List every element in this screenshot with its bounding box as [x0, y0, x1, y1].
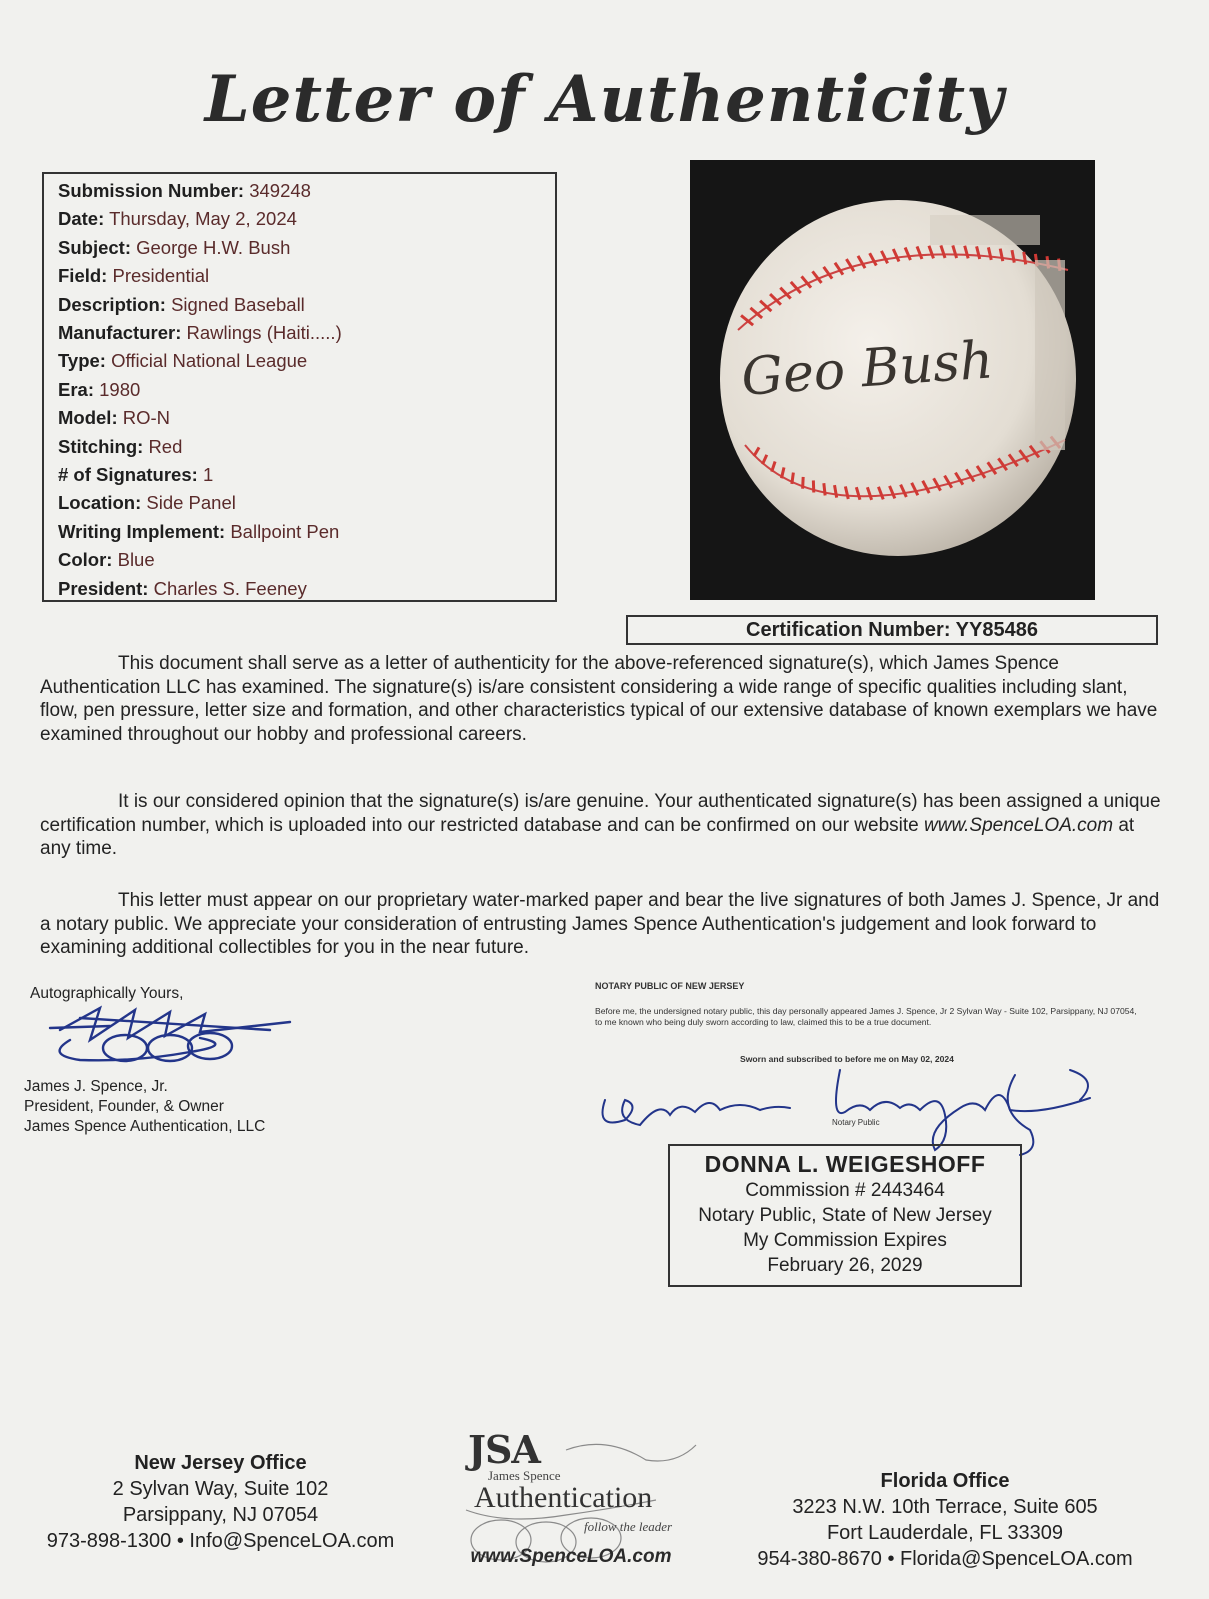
detail-row: [58, 489, 555, 517]
detail-value: George H.W. Bush: [136, 236, 291, 258]
stitch: [792, 473, 794, 484]
detail-value: Presidential: [112, 265, 210, 287]
detail-label: Location:: [58, 492, 142, 514]
nj-office-title: New Jersey Office: [134, 1452, 307, 1474]
valediction: Autographically Yours,: [30, 985, 184, 1002]
detail-label: Writing Implement:: [58, 520, 226, 542]
notary-statement: Before me, the undersigned notary public, this day personally appeared James J. Spence, Jr 2 Sylvan Way - Suite 102, Parsippany, NJ 07054, to me known who being duly sworn according to law, claimed this to be a true document.: [595, 1006, 1137, 1027]
paragraph-opinion-text-b: at any time.: [40, 814, 1135, 859]
notary-sworn-line: Sworn and subscribed to before me on May 02, 2024: [740, 1054, 954, 1064]
fl-address-line-1: 3223 N.W. 10th Terrace, Suite 605: [792, 1496, 1098, 1518]
new-jersey-office: [18, 1450, 423, 1554]
ball-signature: Geo Bush: [739, 330, 996, 408]
detail-value: Ballpoint Pen: [230, 520, 340, 542]
detail-row: [58, 546, 555, 574]
certification-number: Certification Number: YY85486: [626, 615, 1158, 645]
nj-contact[interactable]: 973-898-1300 • Info@SpenceLOA.com: [46, 1530, 395, 1552]
detail-value: Official National League: [111, 350, 308, 372]
footer-website-link[interactable]: www.SpenceLOA.com: [470, 1546, 672, 1567]
detail-label: Color:: [58, 549, 113, 571]
florida-office: [735, 1468, 1155, 1572]
detail-label: Type:: [58, 350, 106, 372]
detail-label: Date:: [58, 208, 105, 230]
detail-row: [58, 404, 555, 432]
detail-row: [58, 347, 555, 375]
detail-row: [58, 205, 555, 233]
detail-value: Charles S. Feeney: [153, 577, 307, 599]
detail-label: Era:: [58, 378, 94, 400]
jsa-logo-mark: JSA: [468, 1427, 540, 1472]
detail-row: [58, 461, 555, 489]
notary-public-caption: Notary Public: [832, 1118, 880, 1127]
paragraph-authenticity-text: This document shall serve as a letter of authenticity for the above-referenced signature(s), which James Spence Authentication LLC has examined. The signature(s) is/are consistent considering a wide range of specific qualities including slant, flow, pen pressure, letter size and formation, and other characteristics typical of our extensive database of known exemplars we have examined throughout our hobby and professional careers.: [40, 653, 1158, 745]
detail-label: Manufacturer:: [58, 322, 182, 344]
notary-heading: NOTARY PUBLIC OF NEW JERSEY: [595, 981, 745, 991]
fl-address-line-2: Fort Lauderdale, FL 33309: [826, 1522, 1064, 1544]
notary-expires-date: February 26, 2029: [767, 1255, 923, 1276]
notary-title: Notary Public, State of New Jersey: [698, 1205, 992, 1226]
baseball-photo: [690, 160, 1095, 600]
jsa-logo-authentication: Authentication: [474, 1481, 653, 1514]
detail-row: [58, 291, 555, 319]
detail-row: [58, 177, 555, 205]
detail-value: 349248: [249, 180, 311, 201]
signer-name: James J. Spence, Jr.: [24, 1078, 168, 1095]
fl-contact[interactable]: 954-380-8670 • Florida@SpenceLOA.com: [757, 1548, 1133, 1570]
signer-role: President, Founder, & Owner: [24, 1098, 224, 1115]
signer-company: James Spence Authentication, LLC: [24, 1118, 266, 1135]
letter-title: Letter of Authenticity: [204, 62, 1005, 137]
website-link[interactable]: www.SpenceLOA.com: [924, 814, 1114, 836]
paragraph-requirements-text: This letter must appear on our proprietary water-marked paper and bear the live signatures of both James J. Spence, Jr and a notary public. We appreciate your consideration of entrusting James Spence Authentication's judgement and look forward to examining additional collectibles for you in the near future.: [40, 890, 1160, 958]
detail-value: Blue: [117, 549, 155, 571]
detail-value: Thursday, May 2, 2024: [109, 208, 297, 230]
paragraph-requirements: [40, 889, 1170, 960]
detail-value: Red: [148, 435, 183, 457]
signer-block: [24, 1077, 265, 1137]
paragraph-opinion-text-a: It is our considered opinion that the signature(s) is/are genuine. Your authenticated signature(s) has been assigned a unique certification number, which is uploaded into our restricted database and can be confirmed on our website: [40, 791, 1161, 836]
detail-label: Subject:: [58, 236, 131, 258]
detail-label: Stitching:: [58, 435, 144, 457]
spence-signature: [40, 1000, 300, 1070]
notary-commission: Commission # 2443464: [745, 1180, 945, 1201]
detail-value: Side Panel: [146, 492, 236, 514]
detail-value: RO-N: [122, 407, 171, 429]
detail-value: 1: [202, 464, 214, 486]
details-box: [42, 172, 557, 602]
detail-label: # of Signatures:: [58, 464, 198, 486]
detail-row: [58, 234, 555, 262]
detail-row: [58, 319, 555, 347]
stitch: [1024, 252, 1026, 264]
jsa-logo-name: James Spence: [488, 1468, 561, 1483]
stitch: [835, 485, 837, 497]
notary-name: DONNA L. WEIGESHOFF: [704, 1151, 986, 1177]
baseball-image: [690, 160, 1095, 600]
detail-label: Submission Number:: [58, 180, 245, 201]
jsa-logo-tagline: follow the leader: [584, 1519, 673, 1534]
notary-expires-label: My Commission Expires: [743, 1230, 947, 1251]
paragraph-authenticity: [40, 652, 1170, 746]
detail-row: [58, 262, 555, 290]
detail-label: Field:: [58, 265, 108, 287]
detail-label: President:: [58, 577, 149, 599]
detail-label: Model:: [58, 407, 118, 429]
detail-row: [58, 433, 555, 461]
detail-label: Description:: [58, 293, 166, 315]
detail-row: [58, 575, 555, 603]
detail-value: Signed Baseball: [171, 293, 305, 315]
stitch: [803, 477, 804, 489]
paragraph-opinion: [40, 790, 1170, 861]
detail-row: [58, 376, 555, 404]
nj-address-line-1: 2 Sylvan Way, Suite 102: [112, 1478, 329, 1500]
nj-address-line-2: Parsippany, NJ 07054: [122, 1504, 319, 1526]
fl-office-title: Florida Office: [880, 1470, 1010, 1492]
detail-row: [58, 518, 555, 546]
detail-value: 1980: [99, 378, 141, 400]
notary-stamp: [668, 1144, 1022, 1287]
detail-value: Rawlings (Haiti.....): [186, 322, 342, 344]
stitch: [824, 483, 825, 495]
